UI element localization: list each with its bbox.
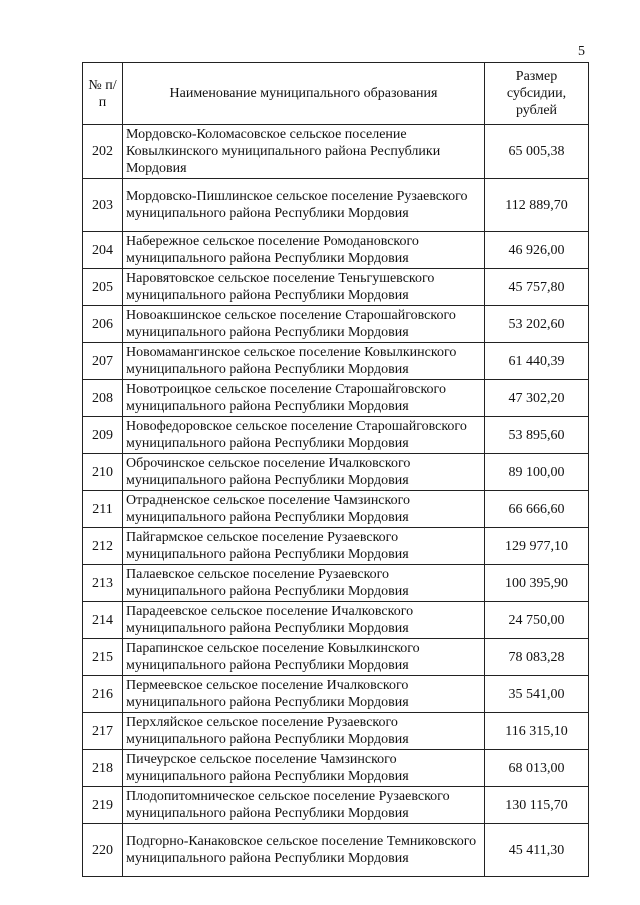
row-name: Перхляйское сельское поселение Рузаевского муниципального района Республики Мордовия: [123, 713, 485, 750]
row-name: Новоакшинское сельское поселение Старошайговского муниципального района Республики Мордовия: [123, 306, 485, 343]
row-name: Отрадненское сельское поселение Чамзинского муниципального района Республики Мордовия: [123, 491, 485, 528]
table-row: [83, 528, 589, 565]
row-amount: 100 395,90: [485, 565, 589, 602]
row-amount: 53 202,60: [485, 306, 589, 343]
row-name: Новофедоровское сельское поселение Старошайговского муниципального района Республики Мордовия: [123, 417, 485, 454]
row-name: Мордовско-Пишлинское сельское поселение Рузаевского муниципального района Республики Мордовия: [123, 179, 485, 232]
table-row: [83, 125, 589, 179]
row-amount: 116 315,10: [485, 713, 589, 750]
table-row: [83, 343, 589, 380]
row-num: 215: [83, 639, 123, 676]
row-amount: 47 302,20: [485, 380, 589, 417]
row-amount: 129 977,10: [485, 528, 589, 565]
table-row: [83, 417, 589, 454]
row-amount: 24 750,00: [485, 602, 589, 639]
row-name: Пичеурское сельское поселение Чамзинского муниципального района Республики Мордовия: [123, 750, 485, 787]
row-name: Палаевское сельское поселение Рузаевского муниципального района Республики Мордовия: [123, 565, 485, 602]
row-name: Набережное сельское поселение Ромодановского муниципального района Республики Мордовия: [123, 232, 485, 269]
row-amount: 45 411,30: [485, 824, 589, 877]
row-num: 218: [83, 750, 123, 787]
page-number: 5: [578, 44, 585, 59]
row-amount: 53 895,60: [485, 417, 589, 454]
header-num: № п/п: [83, 63, 123, 125]
row-name: Оброчинское сельское поселение Ичалковского муниципального района Республики Мордовия: [123, 454, 485, 491]
row-num: 216: [83, 676, 123, 713]
row-name: Новомамангинское сельское поселение Ковылкинского муниципального района Республики Мордовия: [123, 343, 485, 380]
table-row: [83, 269, 589, 306]
row-num: 210: [83, 454, 123, 491]
table-row: [83, 824, 589, 877]
row-amount: 112 889,70: [485, 179, 589, 232]
table-row: [83, 179, 589, 232]
row-amount: 130 115,70: [485, 787, 589, 824]
header-name: Наименование муниципального образования: [123, 63, 485, 125]
row-amount: 68 013,00: [485, 750, 589, 787]
table-row: [83, 232, 589, 269]
row-name: Наровятовское сельское поселение Теньгушевского муниципального района Республики Мордовия: [123, 269, 485, 306]
row-name: Парапинское сельское поселение Ковылкинского муниципального района Республики Мордовия: [123, 639, 485, 676]
row-amount: 61 440,39: [485, 343, 589, 380]
row-num: 206: [83, 306, 123, 343]
row-amount: 65 005,38: [485, 125, 589, 179]
row-num: 212: [83, 528, 123, 565]
header-amount: Размер субсидии, рублей: [485, 63, 589, 125]
table-row: [83, 491, 589, 528]
row-name: Плодопитомническое сельское поселение Рузаевского муниципального района Республики Мордовия: [123, 787, 485, 824]
table-row: [83, 306, 589, 343]
row-name: Мордовско-Коломасовское сельское поселение Ковылкинского муниципального района Республики Мордовия: [123, 125, 485, 179]
subsidy-table: [82, 62, 589, 877]
table-row: [83, 565, 589, 602]
row-name: Подгорно-Канаковское сельское поселение Темниковского муниципального района Республики Мордовия: [123, 824, 485, 877]
table-row: [83, 676, 589, 713]
row-amount: 89 100,00: [485, 454, 589, 491]
row-num: 213: [83, 565, 123, 602]
row-name: Парадеевское сельское поселение Ичалковского муниципального района Республики Мордовия: [123, 602, 485, 639]
table-header-row: [83, 63, 589, 125]
row-amount: 78 083,28: [485, 639, 589, 676]
row-amount: 46 926,00: [485, 232, 589, 269]
table-row: [83, 713, 589, 750]
table-row: [83, 454, 589, 491]
row-name: Новотроицкое сельское поселение Старошайговского муниципального района Республики Мордовия: [123, 380, 485, 417]
table-row: [83, 787, 589, 824]
row-num: 209: [83, 417, 123, 454]
row-num: 207: [83, 343, 123, 380]
row-num: 208: [83, 380, 123, 417]
row-num: 219: [83, 787, 123, 824]
row-num: 214: [83, 602, 123, 639]
row-num: 202: [83, 125, 123, 179]
table-row: [83, 602, 589, 639]
row-num: 217: [83, 713, 123, 750]
row-amount: 45 757,80: [485, 269, 589, 306]
row-num: 204: [83, 232, 123, 269]
table-row: [83, 750, 589, 787]
row-amount: 35 541,00: [485, 676, 589, 713]
row-num: 211: [83, 491, 123, 528]
row-num: 203: [83, 179, 123, 232]
table-row: [83, 380, 589, 417]
row-name: Пайгармское сельское поселение Рузаевского муниципального района Республики Мордовия: [123, 528, 485, 565]
row-name: Пермеевское сельское поселение Ичалковского муниципального района Республики Мордовия: [123, 676, 485, 713]
row-num: 220: [83, 824, 123, 877]
table-row: [83, 639, 589, 676]
row-num: 205: [83, 269, 123, 306]
row-amount: 66 666,60: [485, 491, 589, 528]
